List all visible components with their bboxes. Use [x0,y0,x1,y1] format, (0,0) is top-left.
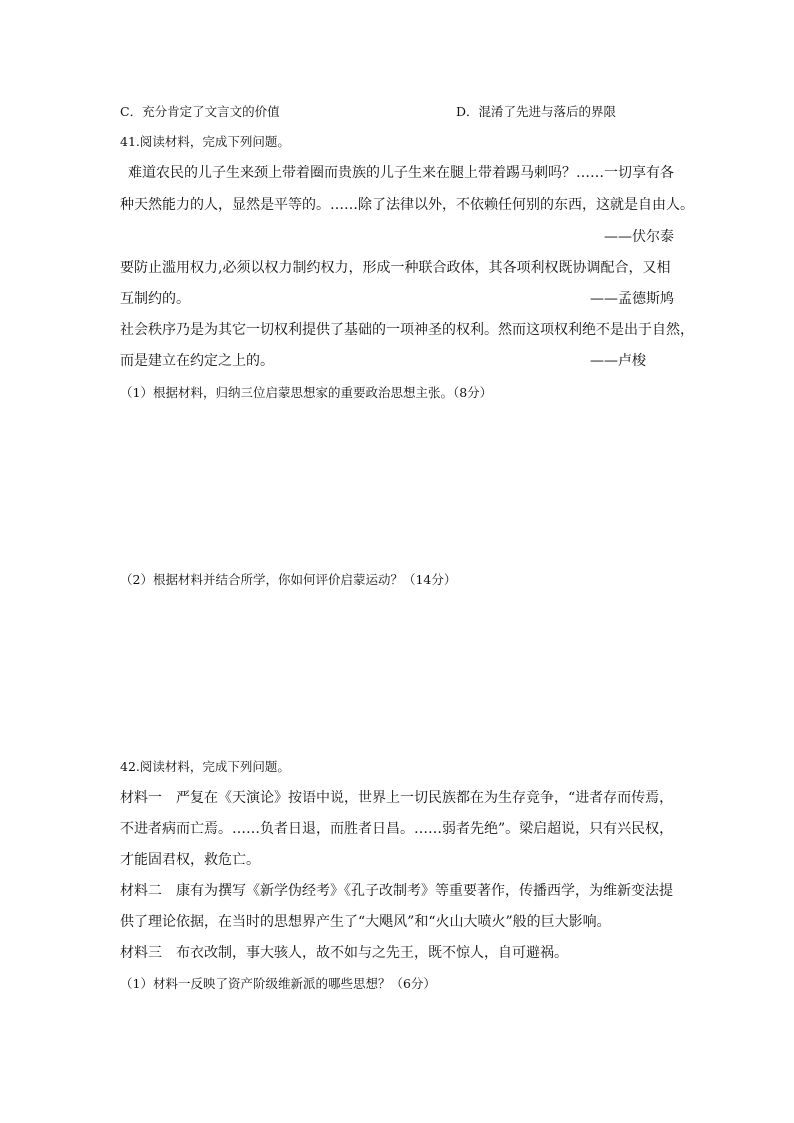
q42-subquestion-1: （1）材料一反映了资产阶级维新派的哪些思想？（6分） [120,976,436,991]
q42-material3: 材料三 布衣改制，事大骇人，故不如与之先王，既不惊人，自可避祸。 [120,945,568,961]
question-42-title: 42.阅读材料，完成下列问题。 [120,759,290,774]
q41-quote3-line2: 而是建立在约定之上的。 [120,353,274,369]
q42-material1-line3: 才能固君权，救危亡。 [120,852,260,868]
q41-quote1-line2: 种天然能力的人，显然是平等的。……除了法律以外，不依赖任何别的东西，这就是自由人。 [120,197,694,213]
q41-quote1-line1: 难道农民的儿子生来颈上带着圈而贵族的儿子生来在腿上带着踢马刺吗？……一切享有各 [128,165,674,181]
q41-author-montesquieu: ——孟德斯鸠 [590,291,674,307]
q42-material1-line2: 不进者病而亡焉。……负者日退，而胜者日昌。……弱者先绝”。梁启超说，只有兴民权， [120,821,674,837]
question-41-title: 41.阅读材料，完成下列问题。 [120,134,290,149]
q41-quote2-line2: 互制约的。 [120,291,190,307]
q41-quote2-line1: 要防止滥用权力,必须以权力制约权力，形成一种联合政体，其各项利权既协调配合，又相 [120,260,671,276]
q42-material1-line1: 材料一 严复在《天演论》按语中说，世界上一切民族都在为生存竞争，“进者存而传焉， [120,790,674,806]
q41-author-voltaire: ——伏尔泰 [604,229,674,245]
option-c: C．充分肯定了文言文的价值 [120,104,280,119]
q41-quote3-line1: 社会秩序乃是为其它一切权利提供了基础的一项神圣的权利。然而这项权利绝不是出于自然， [120,322,694,338]
q42-material2-line2: 供了理论依据，在当时的思想界产生了“大飓风”和“火山大喷火”般的巨大影响。 [120,914,611,930]
q41-subquestion-2: （2）根据材料并结合所学，你如何评价启蒙运动？（14分） [120,572,457,587]
q41-subquestion-1: （1）根据材料，归纳三位启蒙思想家的重要政治思想主张。（8分） [120,385,493,400]
q41-author-rousseau: ——卢梭 [590,353,646,369]
q42-material2-line1: 材料二 康有为撰写《新学伪经考》《孔子改制考》等重要著作，传播西学，为维新变法提 [120,883,673,899]
option-d: D．混淆了先进与落后的界限 [456,104,617,119]
